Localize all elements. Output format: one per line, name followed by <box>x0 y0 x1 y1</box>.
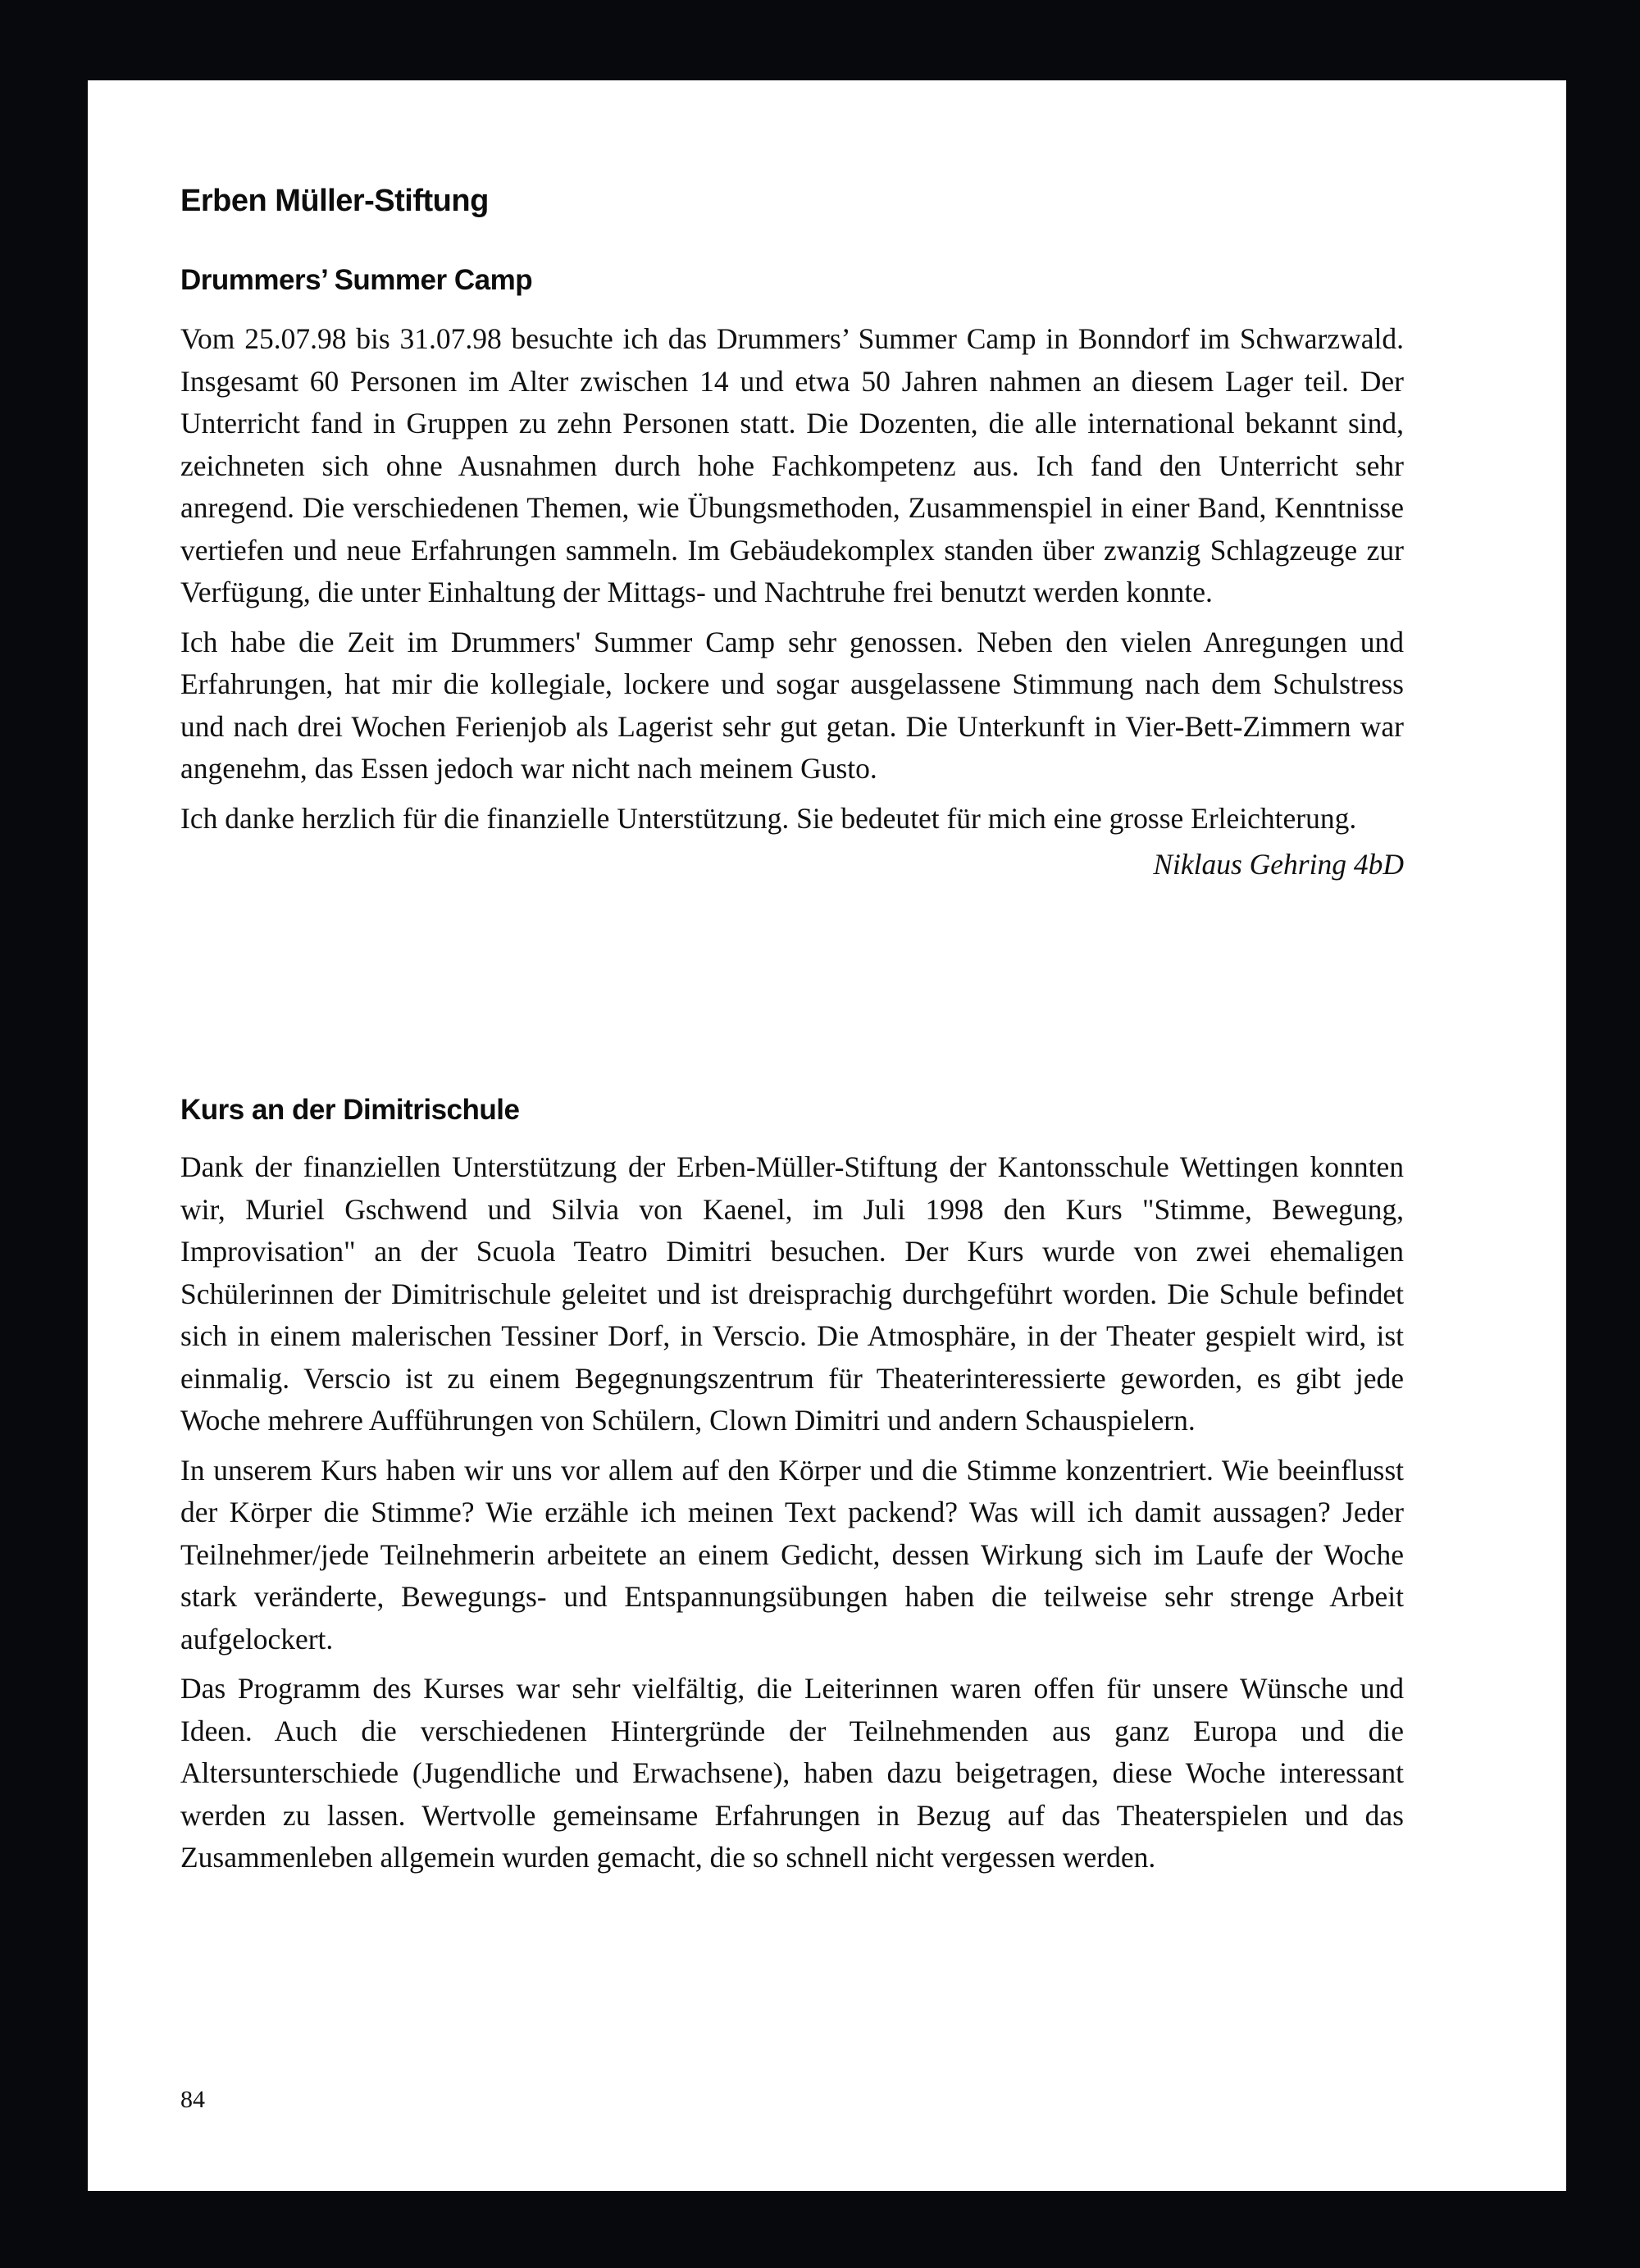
paragraph: Vom 25.07.98 bis 31.07.98 besuchte ich das Drummers’ Summer Camp in Bonndorf im Schwarzwald. Insgesamt 60 Personen im Alter zwischen 14 und etwa 50 Jahren nahmen an diesem Lager teil. Der Unterricht fand in Gruppen zu zehn Personen statt. Die Dozenten, die alle international bekannt sind, zeichneten sich ohne Ausnahmen durch hohe Fachkompetenz aus. Ich fand den Unterricht sehr anregend. Die verschiedenen Themen, wie Übungsmethoden, Zusammenspiel in einer Band, Kenntnisse vertiefen und neue Erfahrungen sammeln. Im Gebäudekomplex standen über zwanzig Schlagzeuge zur Verfügung, die unter Einhaltung der Mittags- und Nachtruhe frei benutzt werden konnte. <box>180 322 1404 608</box>
paragraph: Das Programm des Kurses war sehr vielfältig, die Leiterinnen waren offen für unsere Wünsche und Ideen. Auch die verschiedenen Hintergründe der Teilnehmenden aus ganz Europa und die Altersunterschiede (Jugendliche und Erwachsene), haben dazu beigetragen, diese Woche interessant werden zu lassen. Wertvolle gemeinsame Erfahrungen in Bezug auf das Theaterspielen und das Zusammenleben allgemein wurden gemacht, die so schnell nicht vergessen werden. <box>180 1672 1404 1874</box>
section-heading-drummers-camp: Drummers’ Summer Camp <box>180 264 533 296</box>
section-dimitrischule <box>180 1146 1404 1887</box>
document-page <box>88 80 1566 2191</box>
section-heading-dimitrischule: Kurs an der Dimitrischule <box>180 1094 520 1126</box>
paragraph: Ich danke herzlich für die finanzielle Unterstützung. Sie bedeutet für mich eine grosse Erleichterung. <box>180 801 1357 835</box>
paragraph: In unserem Kurs haben wir uns vor allem auf den Körper und die Stimme konzentriert. Wie beeinflusst der Körper die Stimme? Wie erzähle ich meinen Text packend? Was will ich damit aussagen? Jeder Teilnehmer/jede Teilnehmerin arbeitete an einem Gedicht, dessen Wirkung sich im Laufe der Woche stark veränderte, Bewegungs- und Entspannungsübungen haben die teilweise sehr strenge Arbeit aufgelockert. <box>180 1453 1404 1655</box>
section-drummers-camp <box>180 318 1404 881</box>
page-title: Erben Müller-Stiftung <box>180 184 489 218</box>
paragraph: Ich habe die Zeit im Drummers' Summer Camp sehr genossen. Neben den vielen Anregungen und Erfahrungen, hat mir die kollegiale, lockere und sogar ausgelassene Stimmung nach dem Schulstress und nach drei Wochen Ferienjob als Lagerist sehr gut getan. Die Unterkunft in Vier-Bett-Zimmern war angenehm, das Essen jedoch war nicht nach meinem Gusto. <box>180 625 1404 785</box>
paragraph: Dank der finanziellen Unterstützung der Erben-Müller-Stiftung der Kantonsschule Wettingen konnten wir, Muriel Gschwend und Silvia von Kaenel, im Juli 1998 den Kurs "Stimme, Bewegung, Improvisation" an der Scuola Teatro Dimitri besuchen. Der Kurs wurde von zwei ehemaligen Schülerinnen der Dimitrischule geleitet und ist dreisprachig durchgeführt worden. Die Schule befindet sich in einem malerischen Tessiner Dorf, in Verscio. Die Atmosphäre, in der Theater gespielt wird, ist einmalig. Verscio ist zu einem Begegnungszentrum für Theaterinteressierte geworden, es gibt jede Woche mehrere Aufführungen von Schülern, Clown Dimitri und andern Schauspielern. <box>180 1150 1404 1437</box>
page-number: 84 <box>180 2086 205 2113</box>
author-signature: Niklaus Gehring 4bD <box>1153 848 1404 881</box>
